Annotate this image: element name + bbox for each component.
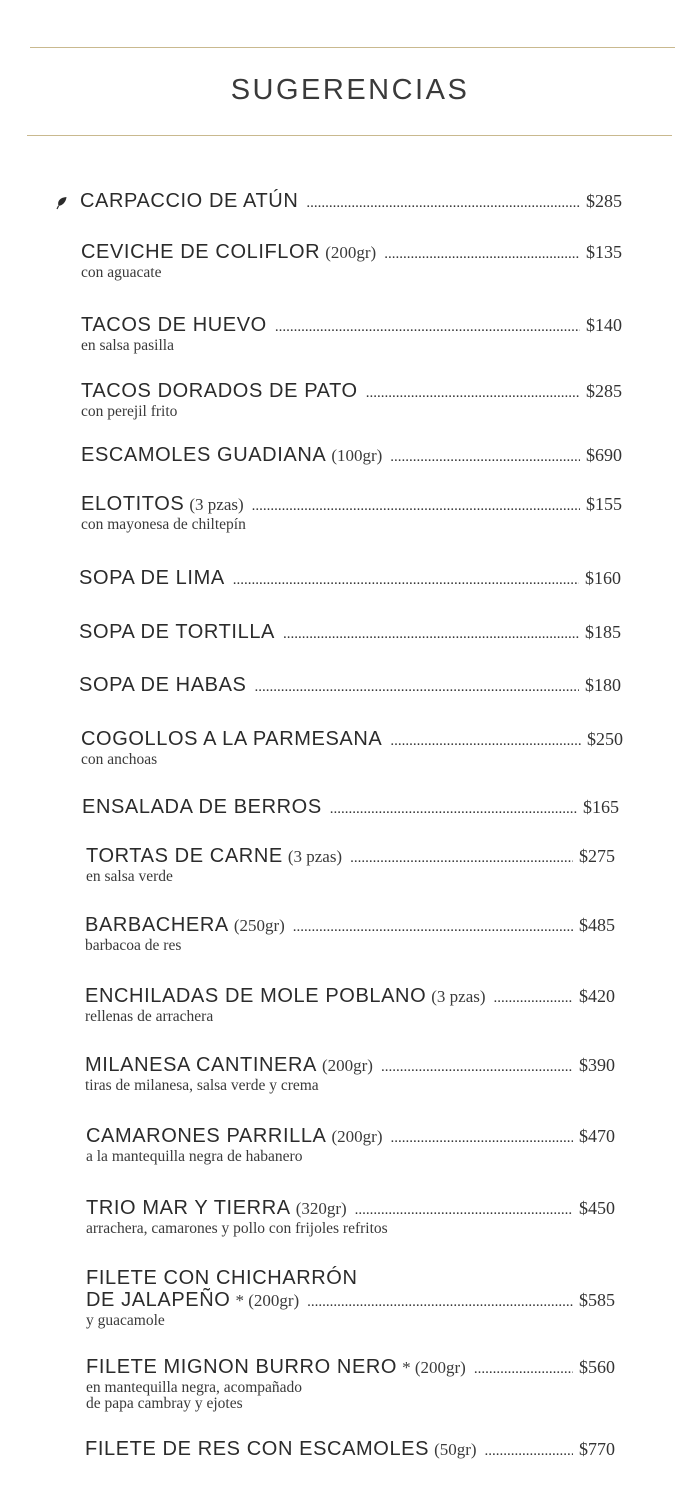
menu-item-quantity: (3 pzas) bbox=[431, 987, 486, 1006]
dot-leader bbox=[474, 1361, 573, 1378]
menu-item-quantity: (320gr) bbox=[295, 1199, 347, 1218]
menu-item-description: barbacoa de res bbox=[85, 937, 182, 954]
menu-item-price: $185 bbox=[585, 622, 621, 642]
menu-item-name: TRIO MAR Y TIERRA bbox=[86, 1197, 291, 1219]
menu-item-description: tiras de milanesa, salsa verde y crema bbox=[85, 1077, 319, 1094]
menu-item-name: ENCHILADAS DE MOLE POBLANO bbox=[85, 985, 427, 1007]
dot-leader bbox=[252, 498, 580, 515]
menu-item-name: SOPA DE HABAS bbox=[79, 674, 247, 696]
menu-item-name: CEVICHE DE COLIFLOR bbox=[81, 241, 321, 263]
menu-item-description: a la mantequilla negra de habanero bbox=[86, 1148, 303, 1165]
menu-item-description: con aguacate bbox=[81, 264, 162, 281]
menu-item-price: $275 bbox=[579, 846, 615, 866]
menu-item-price: $140 bbox=[586, 315, 622, 335]
menu-item-price: $155 bbox=[586, 494, 622, 514]
menu-item-name: MILANESA CANTINERA bbox=[85, 1054, 317, 1076]
dot-leader bbox=[255, 679, 580, 696]
dot-leader bbox=[390, 449, 580, 466]
menu-item-quantity: (200gr) bbox=[321, 1056, 373, 1075]
leaf-icon bbox=[56, 196, 68, 210]
menu-item-description: en salsa verde bbox=[86, 868, 173, 885]
menu-item-name: FILETE CON CHICHARRÓN bbox=[86, 1267, 358, 1289]
menu-item-description: y guacamole bbox=[86, 1312, 165, 1329]
dot-leader bbox=[390, 1130, 573, 1147]
menu-item-name: SOPA DE TORTILLA bbox=[79, 621, 275, 643]
menu-item-quantity: * (200gr) bbox=[235, 1291, 300, 1310]
menu-item-description: con perejil frito bbox=[81, 403, 178, 420]
menu-item-price: $165 bbox=[583, 797, 619, 817]
dot-leader bbox=[350, 850, 573, 867]
menu-item-price: $560 bbox=[579, 1357, 615, 1377]
menu-item-description: rellenas de arrachera bbox=[85, 1008, 214, 1025]
menu-item-price: $585 bbox=[579, 1290, 615, 1310]
menu-item-price: $770 bbox=[579, 1439, 615, 1459]
menu-item-price: $285 bbox=[586, 381, 622, 401]
dot-leader bbox=[306, 195, 580, 212]
menu-item-price: $285 bbox=[586, 191, 622, 211]
menu-item-price: $470 bbox=[579, 1126, 615, 1146]
menu-item-price: $390 bbox=[579, 1055, 615, 1075]
menu-item-quantity: (3 pzas) bbox=[189, 495, 244, 514]
title-divider bbox=[27, 135, 672, 136]
menu-item-name: ELOTITOS bbox=[81, 493, 185, 515]
dot-leader bbox=[485, 1443, 573, 1460]
dot-leader bbox=[275, 319, 580, 336]
menu-item-name: TACOS DORADOS DE PATO bbox=[81, 380, 358, 402]
menu-item-quantity: (3 pzas) bbox=[287, 847, 343, 866]
dot-leader bbox=[390, 733, 581, 750]
dot-leader bbox=[307, 1294, 573, 1311]
dot-leader bbox=[366, 385, 580, 402]
menu-item-quantity: * (200gr) bbox=[402, 1358, 466, 1377]
menu-item-price: $180 bbox=[585, 675, 621, 695]
dot-leader bbox=[494, 990, 573, 1007]
menu-item-name: FILETE MIGNON BURRO NERO bbox=[86, 1356, 398, 1378]
menu-item-price: $250 bbox=[587, 729, 623, 749]
menu-item-quantity: (250gr) bbox=[233, 916, 285, 935]
dot-leader bbox=[355, 1202, 573, 1219]
page-title: SUGERENCIAS bbox=[230, 74, 470, 106]
menu-item-description: en salsa pasilla bbox=[81, 337, 174, 354]
menu-item-name: COGOLLOS A LA PARMESANA bbox=[81, 728, 383, 750]
menu-item-name: ESCAMOLES GUADIANA bbox=[81, 444, 327, 466]
menu-item-price: $160 bbox=[585, 568, 621, 588]
menu-item-price: $485 bbox=[579, 915, 615, 935]
menu-item-price: $450 bbox=[579, 1198, 615, 1218]
menu-item-name: TORTAS DE CARNE bbox=[86, 845, 283, 867]
menu-item-quantity: (100gr) bbox=[331, 446, 383, 465]
menu-item-name: ENSALADA DE BERROS bbox=[82, 796, 322, 818]
dot-leader bbox=[293, 919, 573, 936]
menu-item-name: FILETE DE RES CON ESCAMOLES bbox=[85, 1438, 430, 1460]
menu-item-price: $690 bbox=[586, 445, 622, 465]
menu-item-name: BARBACHERA bbox=[85, 914, 229, 936]
dot-leader bbox=[233, 572, 579, 589]
menu-item-name: TACOS DE HUEVO bbox=[81, 314, 267, 336]
dot-leader bbox=[283, 626, 579, 643]
menu-item-quantity: (200gr) bbox=[325, 243, 377, 262]
menu-item-description: arrachera, camarones y pollo con frijoles refritos bbox=[86, 1220, 388, 1237]
dot-leader bbox=[381, 1059, 573, 1076]
menu-item-name: CAMARONES PARRILLA bbox=[86, 1125, 327, 1147]
menu-item-quantity: (50gr) bbox=[434, 1440, 477, 1459]
menu-item-name: SOPA DE LIMA bbox=[79, 567, 225, 589]
menu-item-name: CARPACCIO DE ATÚN bbox=[80, 190, 299, 212]
menu-item-price: $135 bbox=[586, 242, 622, 262]
menu-item-description: de papa cambray y ejotes bbox=[86, 1395, 243, 1412]
menu-item-quantity: (200gr) bbox=[331, 1127, 383, 1146]
menu-item-description: con anchoas bbox=[81, 751, 158, 768]
top-divider bbox=[30, 47, 675, 48]
menu-item-price: $420 bbox=[579, 986, 615, 1006]
menu-item-description: en mantequilla negra, acompañado bbox=[86, 1379, 303, 1396]
menu-item-name: DE JALAPEÑO bbox=[86, 1289, 231, 1311]
menu-item-description: con mayonesa de chiltepín bbox=[81, 516, 246, 533]
dot-leader bbox=[330, 801, 577, 818]
dot-leader bbox=[384, 246, 580, 263]
